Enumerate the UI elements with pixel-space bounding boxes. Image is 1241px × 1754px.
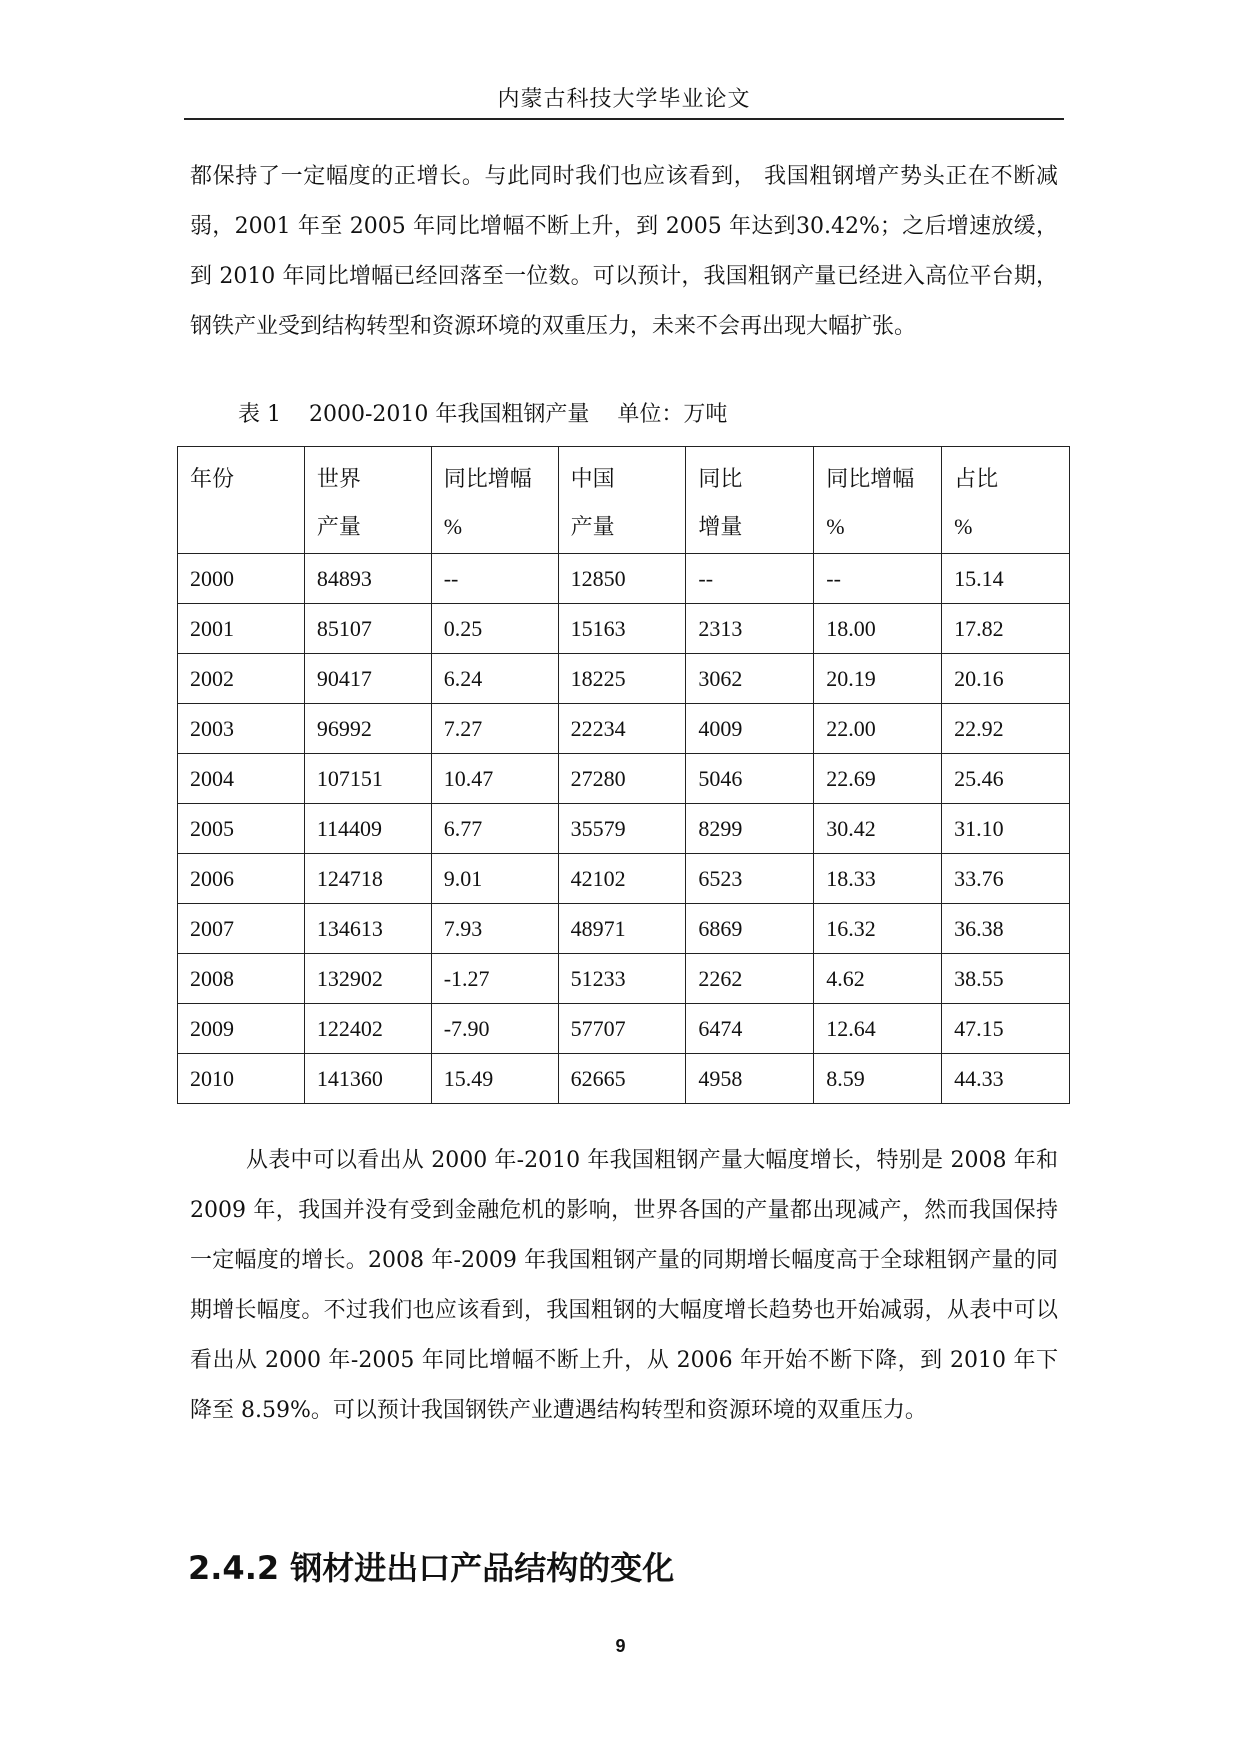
- table-cell: 5046: [686, 754, 814, 804]
- header-cell: 中国 产量: [558, 447, 686, 554]
- table-cell: 132902: [304, 954, 431, 1004]
- page-header: [184, 82, 1064, 120]
- header-cell: 同比增幅 %: [814, 447, 942, 554]
- table-cell: 2006: [178, 854, 305, 904]
- table-cell: 25.46: [942, 754, 1070, 804]
- table-cell: 6474: [686, 1004, 814, 1054]
- table-cell: 96992: [304, 704, 431, 754]
- table-row: [178, 604, 1070, 654]
- header-cell: 占比 %: [942, 447, 1070, 554]
- table-cell: 0.25: [431, 604, 558, 654]
- table-cell: 7.27: [431, 704, 558, 754]
- page-number: 9: [615, 1636, 626, 1656]
- table-cell: 107151: [304, 754, 431, 804]
- table-cell: 30.42: [814, 804, 942, 854]
- table-cell: 6.24: [431, 654, 558, 704]
- table-cell: 12.64: [814, 1004, 942, 1054]
- table-cell: 15163: [558, 604, 686, 654]
- table-cell: 2000: [178, 554, 305, 604]
- header-cell: 世界 产量: [304, 447, 431, 554]
- table-cell: 22.00: [814, 704, 942, 754]
- table-cell: 15.49: [431, 1054, 558, 1104]
- table-body: [178, 554, 1070, 1104]
- header-cell: 年份: [178, 447, 305, 554]
- table-row: [178, 554, 1070, 604]
- table-cell: 17.82: [942, 604, 1070, 654]
- table-cell: 6523: [686, 854, 814, 904]
- table-cell: 134613: [304, 904, 431, 954]
- table-cell: 38.55: [942, 954, 1070, 1004]
- header-title: 内蒙古科技大学毕业论文: [497, 87, 751, 112]
- table-header-row: [178, 447, 1070, 554]
- table-row: [178, 1004, 1070, 1054]
- table-cell: 122402: [304, 1004, 431, 1054]
- table-row: [178, 654, 1070, 704]
- table-cell: 57707: [558, 1004, 686, 1054]
- table-cell: 47.15: [942, 1004, 1070, 1054]
- table-cell: 2262: [686, 954, 814, 1004]
- table-cell: 18225: [558, 654, 686, 704]
- body-paragraph-1: 都保持了一定幅度的正增长。与此同时我们也应该看到， 我国粗钢增产势头正在不断减弱，2001 年至 2005 年同比增幅不断上升，到 2005 年达到30.42%；之后增速放缓，到 2010 年同比增幅已经回落至一位数。可以预计，我国粗钢产量已经进入高位平台期，钢铁产业受到结构转型和资源环境的双重压力，未来不会再出现大幅扩张。: [190, 164, 1058, 339]
- table-cell: 2002: [178, 654, 305, 704]
- table-cell: -7.90: [431, 1004, 558, 1054]
- table-cell: 4009: [686, 704, 814, 754]
- table-cell: 42102: [558, 854, 686, 904]
- table-cell: 35579: [558, 804, 686, 854]
- table-cell: 114409: [304, 804, 431, 854]
- table-cell: 9.01: [431, 854, 558, 904]
- table-cell: 51233: [558, 954, 686, 1004]
- table-cell: 90417: [304, 654, 431, 704]
- table-cell: 7.93: [431, 904, 558, 954]
- table-cell: 2010: [178, 1054, 305, 1104]
- table-cell: 20.19: [814, 654, 942, 704]
- body-paragraph-2: 从表中可以看出从 2000 年-2010 年我国粗钢产量大幅度增长，特别是 2008 年和 2009 年，我国并没有受到金融危机的影响，世界各国的产量都出现减产，然而我国保持一定幅度的增长。2008 年-2009 年我国粗钢产量的同期增长幅度高于全球粗钢产量的同期增长幅度。不过我们也应该看到，我国粗钢的大幅度增长趋势也开始减弱，从表中可以看出从 2000 年-2005 年同比增幅不断上升，从 2006 年开始不断下降，到 2010 年下降至 8.59%。可以预计我国钢铁产业遭遇结构转型和资源环境的双重压力。: [190, 1148, 1058, 1423]
- header-cell: 同比增幅 %: [431, 447, 558, 554]
- table-cell: 22.92: [942, 704, 1070, 754]
- table-row: [178, 704, 1070, 754]
- table-cell: 141360: [304, 1054, 431, 1104]
- table-row: [178, 754, 1070, 804]
- table-row: [178, 904, 1070, 954]
- table-row: [178, 804, 1070, 854]
- table-cell: 20.16: [942, 654, 1070, 704]
- table-cell: 124718: [304, 854, 431, 904]
- table-cell: 27280: [558, 754, 686, 804]
- table-caption: 表 1 2000-2010 年我国粗钢产量 单位：万吨: [238, 402, 728, 427]
- table-cell: 2005: [178, 804, 305, 854]
- table-cell: 62665: [558, 1054, 686, 1104]
- table-cell: --: [431, 554, 558, 604]
- table-cell: 33.76: [942, 854, 1070, 904]
- table-cell: 85107: [304, 604, 431, 654]
- table-cell: 48971: [558, 904, 686, 954]
- table-cell: 2313: [686, 604, 814, 654]
- table-cell: 3062: [686, 654, 814, 704]
- header-cell: 同比 增量: [686, 447, 814, 554]
- table-cell: 4.62: [814, 954, 942, 1004]
- table-cell: 8299: [686, 804, 814, 854]
- table-row: [178, 954, 1070, 1004]
- table-cell: 6869: [686, 904, 814, 954]
- table-cell: 2007: [178, 904, 305, 954]
- table-cell: 44.33: [942, 1054, 1070, 1104]
- table-cell: 31.10: [942, 804, 1070, 854]
- table-cell: 36.38: [942, 904, 1070, 954]
- table-cell: 12850: [558, 554, 686, 604]
- table-cell: 4958: [686, 1054, 814, 1104]
- table-cell: 16.32: [814, 904, 942, 954]
- table-cell: 15.14: [942, 554, 1070, 604]
- table-cell: 10.47: [431, 754, 558, 804]
- table-cell: --: [814, 554, 942, 604]
- table-cell: 2001: [178, 604, 305, 654]
- table-cell: 18.33: [814, 854, 942, 904]
- table-cell: 6.77: [431, 804, 558, 854]
- table-cell: 2008: [178, 954, 305, 1004]
- table-cell: 22.69: [814, 754, 942, 804]
- table-cell: 2003: [178, 704, 305, 754]
- table-cell: -1.27: [431, 954, 558, 1004]
- table-cell: 22234: [558, 704, 686, 754]
- table-cell: 18.00: [814, 604, 942, 654]
- table-cell: 8.59: [814, 1054, 942, 1104]
- table-cell: --: [686, 554, 814, 604]
- table-row: [178, 1054, 1070, 1104]
- table-cell: 2009: [178, 1004, 305, 1054]
- steel-production-table: [177, 446, 1070, 1104]
- section-heading: 2.4.2 钢材进出口产品结构的变化: [188, 1549, 675, 1587]
- table-cell: 84893: [304, 554, 431, 604]
- table-row: [178, 854, 1070, 904]
- table-cell: 2004: [178, 754, 305, 804]
